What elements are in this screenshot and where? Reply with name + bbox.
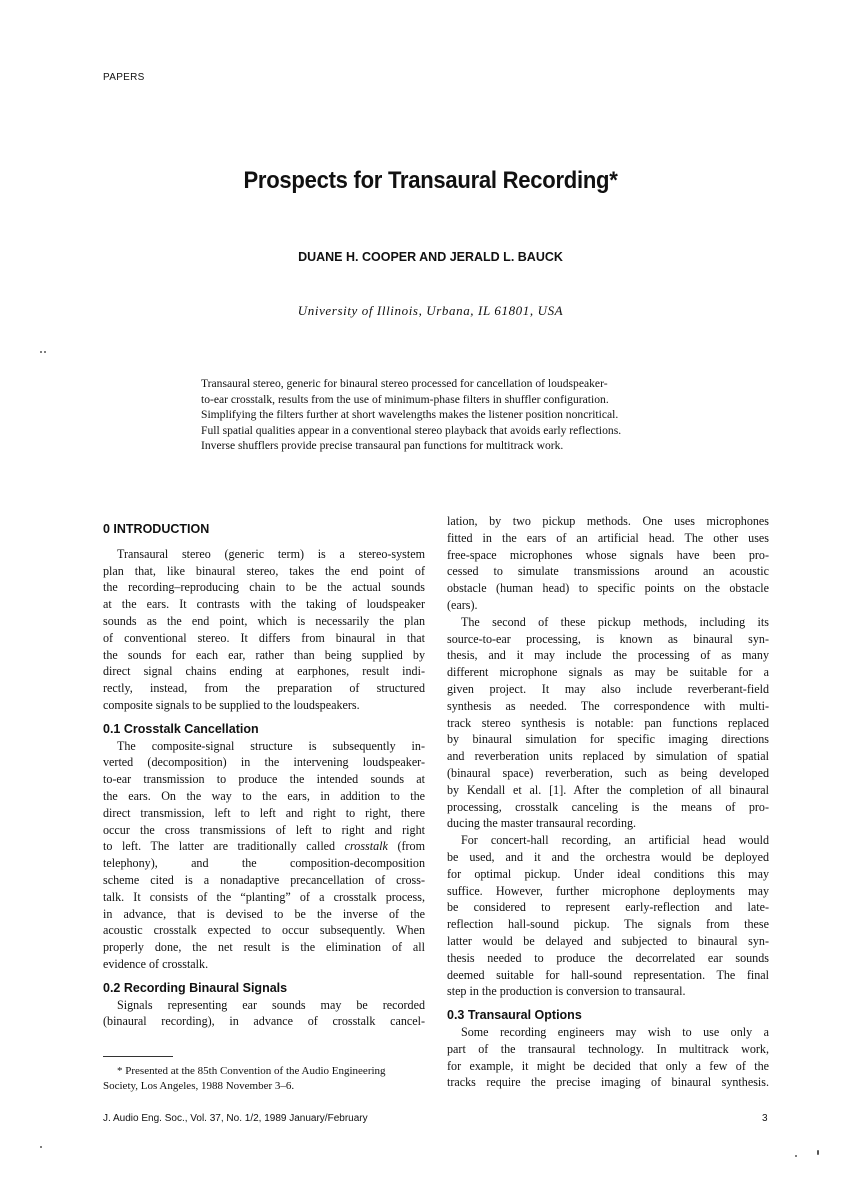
text-line: in advance, that is devised to be the inverse of the (103, 906, 425, 921)
affiliation: University of Illinois, Urbana, IL 61801, USA (297, 303, 564, 318)
text-line: by Kendall et al. [1]. After the completion of all binaural (447, 782, 769, 797)
authors: DUANE H. COOPER AND JERALD L. BAUCK (298, 250, 563, 264)
text-line: to left. The latter are traditionally called crosstalk (from (103, 839, 425, 854)
text-line: acoustic crosstalk expected to occur subsequently. When (103, 923, 425, 938)
pickup-methods-paragraph (447, 513, 769, 614)
text-line: the recording–reproducing chain to be the actual sounds (103, 580, 425, 595)
text-line: step in the production is conversion to transaural. (447, 984, 686, 999)
text-line: to-ear transmission to produce the intended sounds at (103, 772, 425, 787)
section-heading-introduction: 0 INTRODUCTION (103, 522, 210, 536)
text-line: cessed to simulate transmissions around an acoustic (447, 564, 769, 579)
text-line: be used, and it and the orchestra would be deployed (447, 849, 769, 864)
text-line: Signals representing ear sounds may be recorded (117, 997, 425, 1012)
text-line: latter would be delayed and subjected to binaural syn- (447, 933, 769, 948)
introduction-paragraph (103, 546, 425, 714)
page-number: 3 (762, 1113, 768, 1124)
right-column (447, 513, 769, 1091)
footnote-rule (103, 1056, 173, 1057)
text-line: evidence of crosstalk. (103, 956, 209, 971)
text-line: deemed suitable for hall-sound representation. The final (447, 967, 769, 982)
text-line: be considered to represent early-reflection and late- (447, 900, 769, 915)
text-line: thesis needed to produce the decorrelated ear sounds (447, 950, 769, 965)
footnote-line: * Presented at the 85th Convention of the Audio Engineering (117, 1065, 386, 1077)
text-line: sounds as the end point, which is necessarily the plan (103, 613, 425, 628)
text-line: direct transmission, left to left and right to right, there (103, 805, 425, 820)
text-line: suffice. However, further microphone deployments may (447, 883, 769, 898)
text-line: and reverberation units replaced by simulation of spatial (447, 749, 769, 764)
text-line: talk. It consists of the “planting” of a crosstalk process, (103, 889, 425, 904)
text-line: properly done, the net result is the elimination of all (103, 940, 425, 955)
footnote (103, 1064, 425, 1093)
scan-speck (795, 1155, 797, 1157)
text-line: Some recording engineers may wish to use only a (461, 1024, 769, 1039)
text-line: of conventional stereo. It differs from binaural in that (103, 630, 425, 645)
abstract-line: Inverse shufflers provide precise transaural pan functions for multitrack work. (201, 439, 564, 453)
transaural-options-paragraph (447, 1024, 769, 1091)
abstract-line: Full spatial qualities appear in a conventional stereo playback that avoids early reflections. (201, 423, 622, 437)
text-line: tracks require the precise imaging of binaural synthesis. (447, 1075, 769, 1090)
text-line: processing, crosstalk canceling is the means of pro- (447, 799, 769, 814)
abstract (201, 376, 663, 454)
text-line: free-space microphones whose signals have been pro- (447, 547, 769, 562)
abstract-line: Simplifying the filters further at short wavelengths makes the listener position noncritical. (201, 408, 619, 422)
footer-journal-citation: J. Audio Eng. Soc., Vol. 37, No. 1/2, 1989 January/February (103, 1113, 368, 1124)
text-line: direct signal chains ending at earphones, result indi- (103, 664, 425, 679)
scan-speck (817, 1150, 819, 1155)
text-line: (ears). (447, 597, 478, 612)
scan-speck (40, 1146, 42, 1148)
scan-speck (40, 351, 42, 353)
text-line: for example, it might be decided that only a few of the (447, 1058, 769, 1073)
text-line: scheme cited is a nonadaptive precancellation of cross- (103, 872, 425, 887)
text-line: at the ears. It contrasts with the taking of loudspeaker (103, 597, 425, 612)
text-line: the ears. On the way to the ears, in addition to the (103, 788, 425, 803)
text-line: reflection hall-sound pickup. The signals from these (447, 917, 769, 932)
running-head: PAPERS (103, 72, 145, 83)
paper-title: Prospects for Transaural Recording* (243, 167, 618, 194)
concert-hall-paragraph (447, 832, 769, 1000)
text-line: rectly, instead, from the preparation of structured (103, 681, 425, 696)
binaural-synthesis-paragraph (447, 614, 769, 832)
text-line: source-to-ear processing, is known as binaural syn- (447, 631, 769, 646)
recording-binaural-paragraph (103, 997, 425, 1031)
section-heading-recording-binaural: 0.2 Recording Binaural Signals (103, 980, 288, 995)
text-line: telephony), and the composition-decomposition (103, 856, 425, 871)
text-line: ducing the master transaural recording. (447, 816, 637, 831)
section-heading-crosstalk-cancellation: 0.1 Crosstalk Cancellation (103, 721, 259, 736)
text-line: The second of these pickup methods, including its (461, 614, 769, 629)
text-line: the sounds for each ear, rather than being supplied by (103, 647, 425, 662)
text-line: The composite-signal structure is subsequently in- (117, 738, 425, 753)
text-line: plan that, like binaural stereo, takes the end point of (103, 563, 425, 578)
crosstalk-paragraph (103, 738, 425, 973)
section-heading-transaural-options: 0.3 Transaural Options (447, 1008, 582, 1023)
text-line: track stereo synthesis is notable: pan functions replaced (447, 715, 769, 730)
text-line: lation, by two pickup methods. One uses microphones (447, 514, 769, 528)
text-line: for optimal pickup. Under ideal conditions this may (447, 866, 769, 881)
text-line: obstacle (human head) to specific points on the obstacle (447, 581, 769, 596)
text-line: different microphone signals as may be suitable for a (447, 665, 769, 680)
text-line: For concert-hall recording, an artificial head would (461, 833, 769, 848)
scan-speck (44, 351, 46, 353)
text-line: (binaural space) reverberation, such as being developed (447, 765, 769, 780)
text-line: fitted in the ears of an artificial head. The other uses (447, 530, 769, 545)
left-column (103, 513, 425, 1030)
text-line: synthesis as needed. The correspondence with multi- (447, 698, 769, 713)
text-line: by binaural simulation for specific imaging directions (447, 732, 769, 747)
term-crosstalk: crosstalk (344, 839, 388, 854)
text-line: (binaural recording), in advance of crosstalk cancel- (103, 1014, 425, 1029)
text-line: Transaural stereo (generic term) is a stereo-system (117, 546, 425, 561)
text-line: composite signals to be supplied to the loudspeakers. (103, 697, 360, 712)
text-line: given project. It may also include reverberant-field (447, 681, 769, 696)
abstract-line: to-ear crosstalk, results from the use of minimum-phase filters in shuffler configuration. (201, 392, 609, 406)
text-line: occur the cross transmissions of left to right and right (103, 822, 425, 837)
abstract-line: Transaural stereo, generic for binaural stereo processed for cancellation of loudspeaker- (201, 377, 608, 390)
text-line: part of the transaural technology. In multitrack work, (447, 1041, 769, 1056)
text-line: thesis, and it may include the processing of as many (447, 648, 769, 663)
text-line: verted (decomposition) in the intervening loudspeaker- (103, 755, 425, 770)
footnote-line: Society, Los Angeles, 1988 November 3–6. (103, 1079, 295, 1092)
